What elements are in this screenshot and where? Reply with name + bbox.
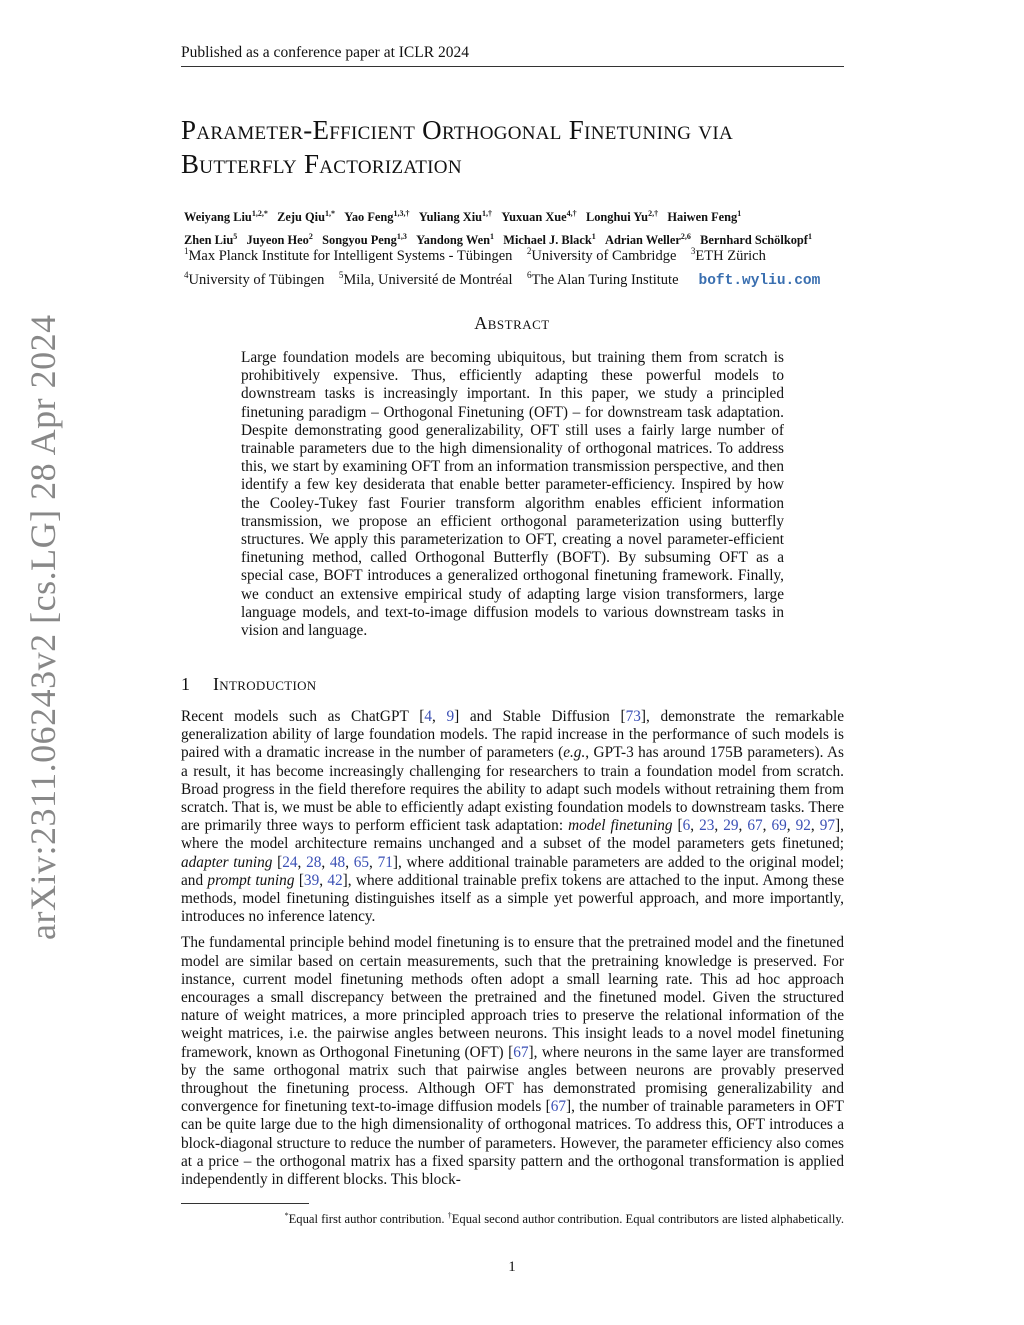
citation-link[interactable]: 23 <box>699 817 715 835</box>
footnote-rule <box>181 1203 309 1204</box>
introduction-body <box>181 708 844 1197</box>
author-affiliation-marker: 1,* <box>324 209 335 218</box>
affiliation-name: ETH Zürich <box>695 247 766 264</box>
section-title: Introduction <box>213 674 317 694</box>
author-name: Bernhard Schölkopf <box>700 233 808 248</box>
italic-term: adapter tuning <box>181 853 273 871</box>
citation-link[interactable]: 48 <box>329 853 346 871</box>
project-url-link[interactable]: boft.wyliu.com <box>698 272 821 289</box>
citation-link[interactable]: 28 <box>306 853 322 871</box>
affiliation-marker: 3 <box>690 246 696 256</box>
author-name: Michael J. Black <box>503 233 592 248</box>
citation-link[interactable]: 71 <box>377 853 393 871</box>
author-line-1 <box>184 204 864 227</box>
citation-link[interactable]: 39 <box>303 871 320 889</box>
author-name: Yao Feng <box>344 210 394 225</box>
title-line-2: Butterfly Factorization <box>181 149 462 179</box>
citation-link[interactable]: 9 <box>446 708 455 725</box>
affiliation-line-2-items <box>184 269 679 288</box>
footnote-marker: * <box>284 1211 289 1220</box>
author-name: Adrian Weller <box>605 233 681 248</box>
citation-link[interactable]: 73 <box>625 708 641 725</box>
author-name: Songyou Peng <box>322 233 397 248</box>
citation-link[interactable]: 24 <box>282 853 298 871</box>
author-name: Weiyang Liu <box>184 210 252 225</box>
author-name: Yuliang Xiu <box>418 210 483 225</box>
citation-link[interactable]: 42 <box>327 871 343 889</box>
affiliation-name: Max Planck Institute for Intelligent Systems - Tübingen <box>188 247 513 264</box>
author-affiliation-marker: 1,3,† <box>393 209 410 218</box>
author-affiliation-marker: 2,6 <box>680 232 691 242</box>
author-affiliation-marker: 1 <box>591 232 596 242</box>
affiliation-name: University of Cambridge <box>531 247 677 264</box>
citation-link[interactable]: 92 <box>795 817 811 835</box>
author-affiliation-marker: 1 <box>807 232 812 242</box>
section-heading-introduction <box>181 674 316 695</box>
arxiv-stamp: arXiv:2311.06243v2 [cs.LG] 28 Apr 2024 <box>23 314 63 940</box>
citation-link[interactable]: 4 <box>424 708 432 725</box>
author-name: Juyeon Heo <box>246 233 309 248</box>
author-affiliation-marker: 1 <box>737 209 742 218</box>
author-affiliation-marker: 1,2,* <box>251 209 268 218</box>
abstract-body: Large foundation models are becoming ubiquitous, but training them from scratch is prohibitively expensive. Thus, efficiently adapting these powerful models to downstream tasks is increasingly important. In this paper, we study a principled finetuning paradigm – Orthogonal Finetuning (OFT) – for downstream task adaptation. Despite demonstrating good generalizability, OFT still uses a fairly large number of trainable parameters due to the high dimensionality of orthogonal matrices. To address this, we start by examining OFT from an information transmission perspective, and then identify a few key desiderata that enable better parameter-efficiency. Inspired by how the Cooley-Tukey fast Fourier transform algorithm enables efficient information transmission, we propose an efficient orthogonal parameterization using butterfly structures. We apply this parameterization to OFT, creating a novel parameter-efficient finetuning method, called Orthogonal Butterfly (BOFT). By subsuming OFT as a special case, BOFT introduces a generalized orthogonal finetuning framework. Finally, we conduct an extensive empirical study of adapting large vision transformers, large language models, and text-to-image diffusion models to various downstream tasks in vision and language. <box>241 349 784 640</box>
intro-paragraph-1: Recent models such as ChatGPT [4, 9] and Stable Diffusion [73], demonstrate the remarkable generalization ability of large foundation models. The rapid increase in the performance of such models is paired with a dramatic increase in the number of parameters (e.g., GPT-3 has around 175B parameters). As a result, it has become increasingly challenging for researchers to train a foundation model from scratch. Broad progress in the field therefore requires the ability to adapt such models without retraining them from scratch. That is, we must be able to efficiently adapt existing foundation models to downstream tasks. There are primarily three ways to perform efficient task adaptation: model finetuning [6, 23, 29, 67, 69, 92, 97], where the model architecture remains unchanged and a subset of the model parameters gets finetuned; adapter tuning [24, 28, 48, 65, 71], where additional trainable parameters are added to the original model; and prompt tuning [39, 42], where additional trainable prefix tokens are attached to the input. Among these methods, model finetuning distinguishes itself as a simple yet powerful approach, and more importantly, introduces no inference latency. <box>181 708 845 926</box>
citation-link[interactable]: 69 <box>771 817 787 835</box>
header-rule <box>181 66 844 67</box>
author-affiliation-marker: 1,† <box>482 209 493 218</box>
author-name: Zeju Qiu <box>277 210 325 225</box>
affiliation-name: University of Tübingen <box>188 271 325 288</box>
affiliation-marker: 6 <box>526 269 532 280</box>
author-name: Haiwen Feng <box>667 210 738 225</box>
author-affiliation-marker: 1,3 <box>396 232 407 242</box>
author-name: Zhen Liu <box>184 233 234 248</box>
author-affiliation-marker: 5 <box>233 232 238 242</box>
running-header: Published as a conference paper at ICLR 2024 <box>181 44 469 61</box>
affiliation-marker: 5 <box>338 269 344 280</box>
author-affiliation-marker: 2,† <box>648 209 659 218</box>
author-affiliation-marker: 4,† <box>566 209 577 218</box>
affiliation-marker: 1 <box>184 246 189 256</box>
abstract-heading: Abstract <box>474 313 550 333</box>
affiliation-name: Mila, Université de Montréal <box>343 271 513 288</box>
paper-title <box>181 113 844 181</box>
affiliation-name: The Alan Turing Institute <box>531 271 679 288</box>
intro-paragraph-2: The fundamental principle behind model finetuning is to ensure that the pretrained model and the finetuned model are similar based on certain measurements, such that the pretraining knowledge is preserved. For instance, current model finetuning methods often adopt a small learning rate. This ad hoc approach encourages a small discrepancy between the pretrained and the finetuned model. Given the structured nature of weight matrices, a more principled approach tries to preserve the relational information of the weight matrices, i.e. the pairwise angles between neurons. This insight leads to a novel model finetuning framework, known as Orthogonal Finetuning (OFT) [67], where neurons in the same layer are transformed by the same orthogonal matrix such that pairwise angles between neurons are provably preserved throughout the finetuning process. Although OFT has demonstrated promising generalizability and convergence for finetuning text-to-image diffusion models [67], the number of trainable parameters in OFT can be quite large due to the high dimensionality of orthogonal matrices. To address this, OFT introduces a block-diagonal structure to reduce the number of parameters. However, the parameter efficiency also comes at a price – the orthogonal matrix has a fixed sparsity pattern and the orthogonal transformation is applied independently in different blocks. This block- <box>181 934 844 1189</box>
citation-link[interactable]: 67 <box>747 817 763 835</box>
italic-term: model finetuning <box>568 817 673 835</box>
affiliation-line-2 <box>184 266 864 291</box>
citation-link[interactable]: 97 <box>819 817 836 835</box>
citation-link[interactable]: 65 <box>353 853 370 871</box>
page-number: 1 <box>508 1259 516 1275</box>
section-number: 1 <box>181 674 191 694</box>
italic-term: prompt tuning <box>207 871 295 889</box>
affiliation-marker: 4 <box>184 269 189 280</box>
affiliations <box>184 242 864 291</box>
author-affiliation-marker: 1 <box>489 232 494 242</box>
affiliation-marker: 2 <box>526 246 532 256</box>
citation-link[interactable]: 67 <box>513 1043 529 1061</box>
citation-link[interactable]: 67 <box>550 1098 566 1116</box>
citation-link[interactable]: 6 <box>682 817 691 835</box>
author-name: Yandong Wen <box>416 233 490 248</box>
italic-term: e.g. <box>563 744 586 762</box>
footnote-marker: † <box>447 1211 452 1220</box>
affiliation-line-1 <box>184 242 864 266</box>
author-affiliation-marker: 2 <box>308 232 313 242</box>
footnote: *Equal first author contribution. †Equal second author contribution. Equal contributors are listed alphabetically. <box>284 1211 844 1227</box>
title-line-1: Parameter-Efficient Orthogonal Finetuning via <box>181 115 733 145</box>
author-name: Yuxuan Xue <box>501 210 567 225</box>
author-name: Longhui Yu <box>585 210 649 225</box>
citation-link[interactable]: 29 <box>723 817 739 835</box>
